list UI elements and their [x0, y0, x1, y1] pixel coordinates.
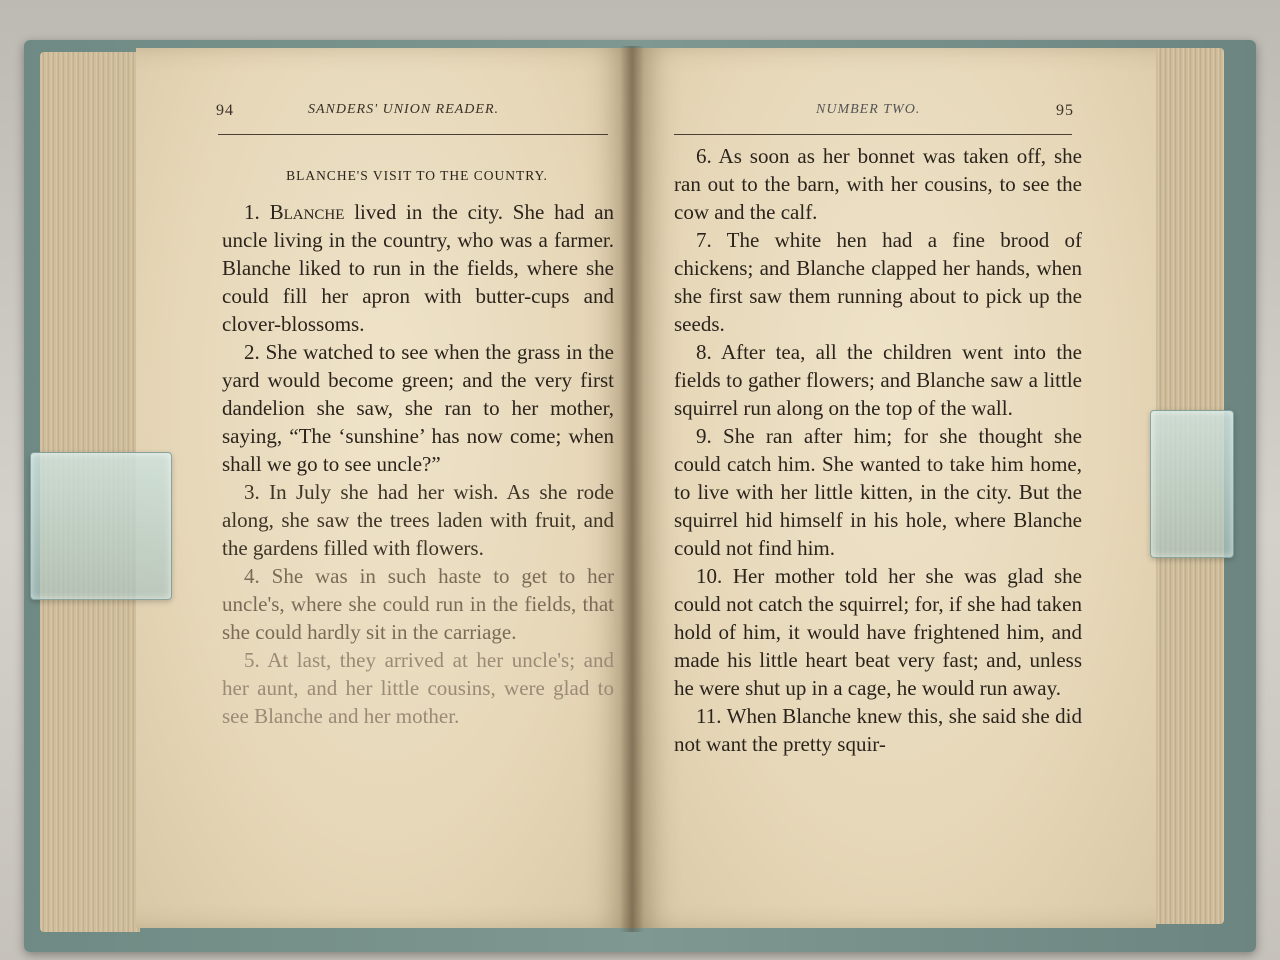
right-page — [632, 48, 1156, 928]
paragraph-text: lived in the city. She had an uncle living in the country, who was a farmer. Blanche liked to run in the fields, where she could fill her apron with butter-cups and clover-blossoms. — [222, 200, 615, 336]
paragraph-8: 8. After tea, all the children went into the fields to gather flowers; and Blanche saw a little squirrel run along on the top of the wall. — [674, 340, 1082, 420]
left-page — [136, 48, 632, 928]
glass-page-weight-left — [30, 452, 172, 600]
header-rule — [218, 134, 608, 135]
book-gutter — [620, 46, 644, 932]
left-body-text — [222, 198, 614, 730]
paragraph-9: 9. She ran after him; for she thought she could catch him. She wanted to take him home, to live with her little kitten, in the city. But the squirrel hid himself in his hole, where Blanche could not find him. — [674, 424, 1082, 560]
running-title: NUMBER TWO. — [816, 102, 921, 117]
right-body-text — [674, 142, 1082, 758]
page-number: 94 — [216, 102, 234, 119]
header-rule — [674, 134, 1072, 135]
running-head-left — [216, 102, 612, 126]
paragraph-3: 3. In July she had her wish. As she rode along, she saw the trees laden with fruit, and the gardens filled with flowers. — [222, 480, 614, 560]
page-number: 95 — [1056, 102, 1074, 119]
paragraph-7: 7. The white hen had a fine brood of chickens; and Blanche clapped her hands, when she first saw them running about to pick up the seeds. — [674, 228, 1082, 336]
paragraph-5: 5. At last, they arrived at her uncle's; and her aunt, and her little cousins, were glad to see Blanche and her mother. — [222, 648, 614, 728]
running-title: SANDERS' UNION READER. — [308, 102, 500, 117]
paragraph-6: 6. As soon as her bonnet was taken off, she ran out to the barn, with her cousins, to see the cow and the calf. — [674, 144, 1082, 224]
glass-page-weight-right — [1150, 410, 1234, 558]
paragraph-10: 10. Her mother told her she was glad she could not catch the squirrel; for, if she had taken hold of him, it would have frightened him, and made his little heart beat very fast; and, unless he were shut up in a cage, he would run away. — [674, 564, 1082, 700]
paragraph-4: 4. She was in such haste to get to her uncle's, where she could run in the fields, that she could hardly sit in the carriage. — [222, 564, 614, 644]
paragraph-2: 2. She watched to see when the grass in the yard would become green; and the very first dandelion she saw, she ran to her mother, saying, “The ‘sunshine’ has now come; when shall we go to see uncle?” — [222, 340, 614, 476]
lead-word: Blanche — [269, 200, 345, 224]
running-head-right — [672, 102, 1074, 126]
paragraph-11: 11. When Blanche knew this, she said she did not want the pretty squir- — [674, 704, 1082, 756]
paragraph-1 — [222, 198, 614, 338]
lesson-title: BLANCHE'S VISIT TO THE COUNTRY. — [286, 168, 548, 183]
paragraph-number: 1. — [244, 200, 260, 224]
